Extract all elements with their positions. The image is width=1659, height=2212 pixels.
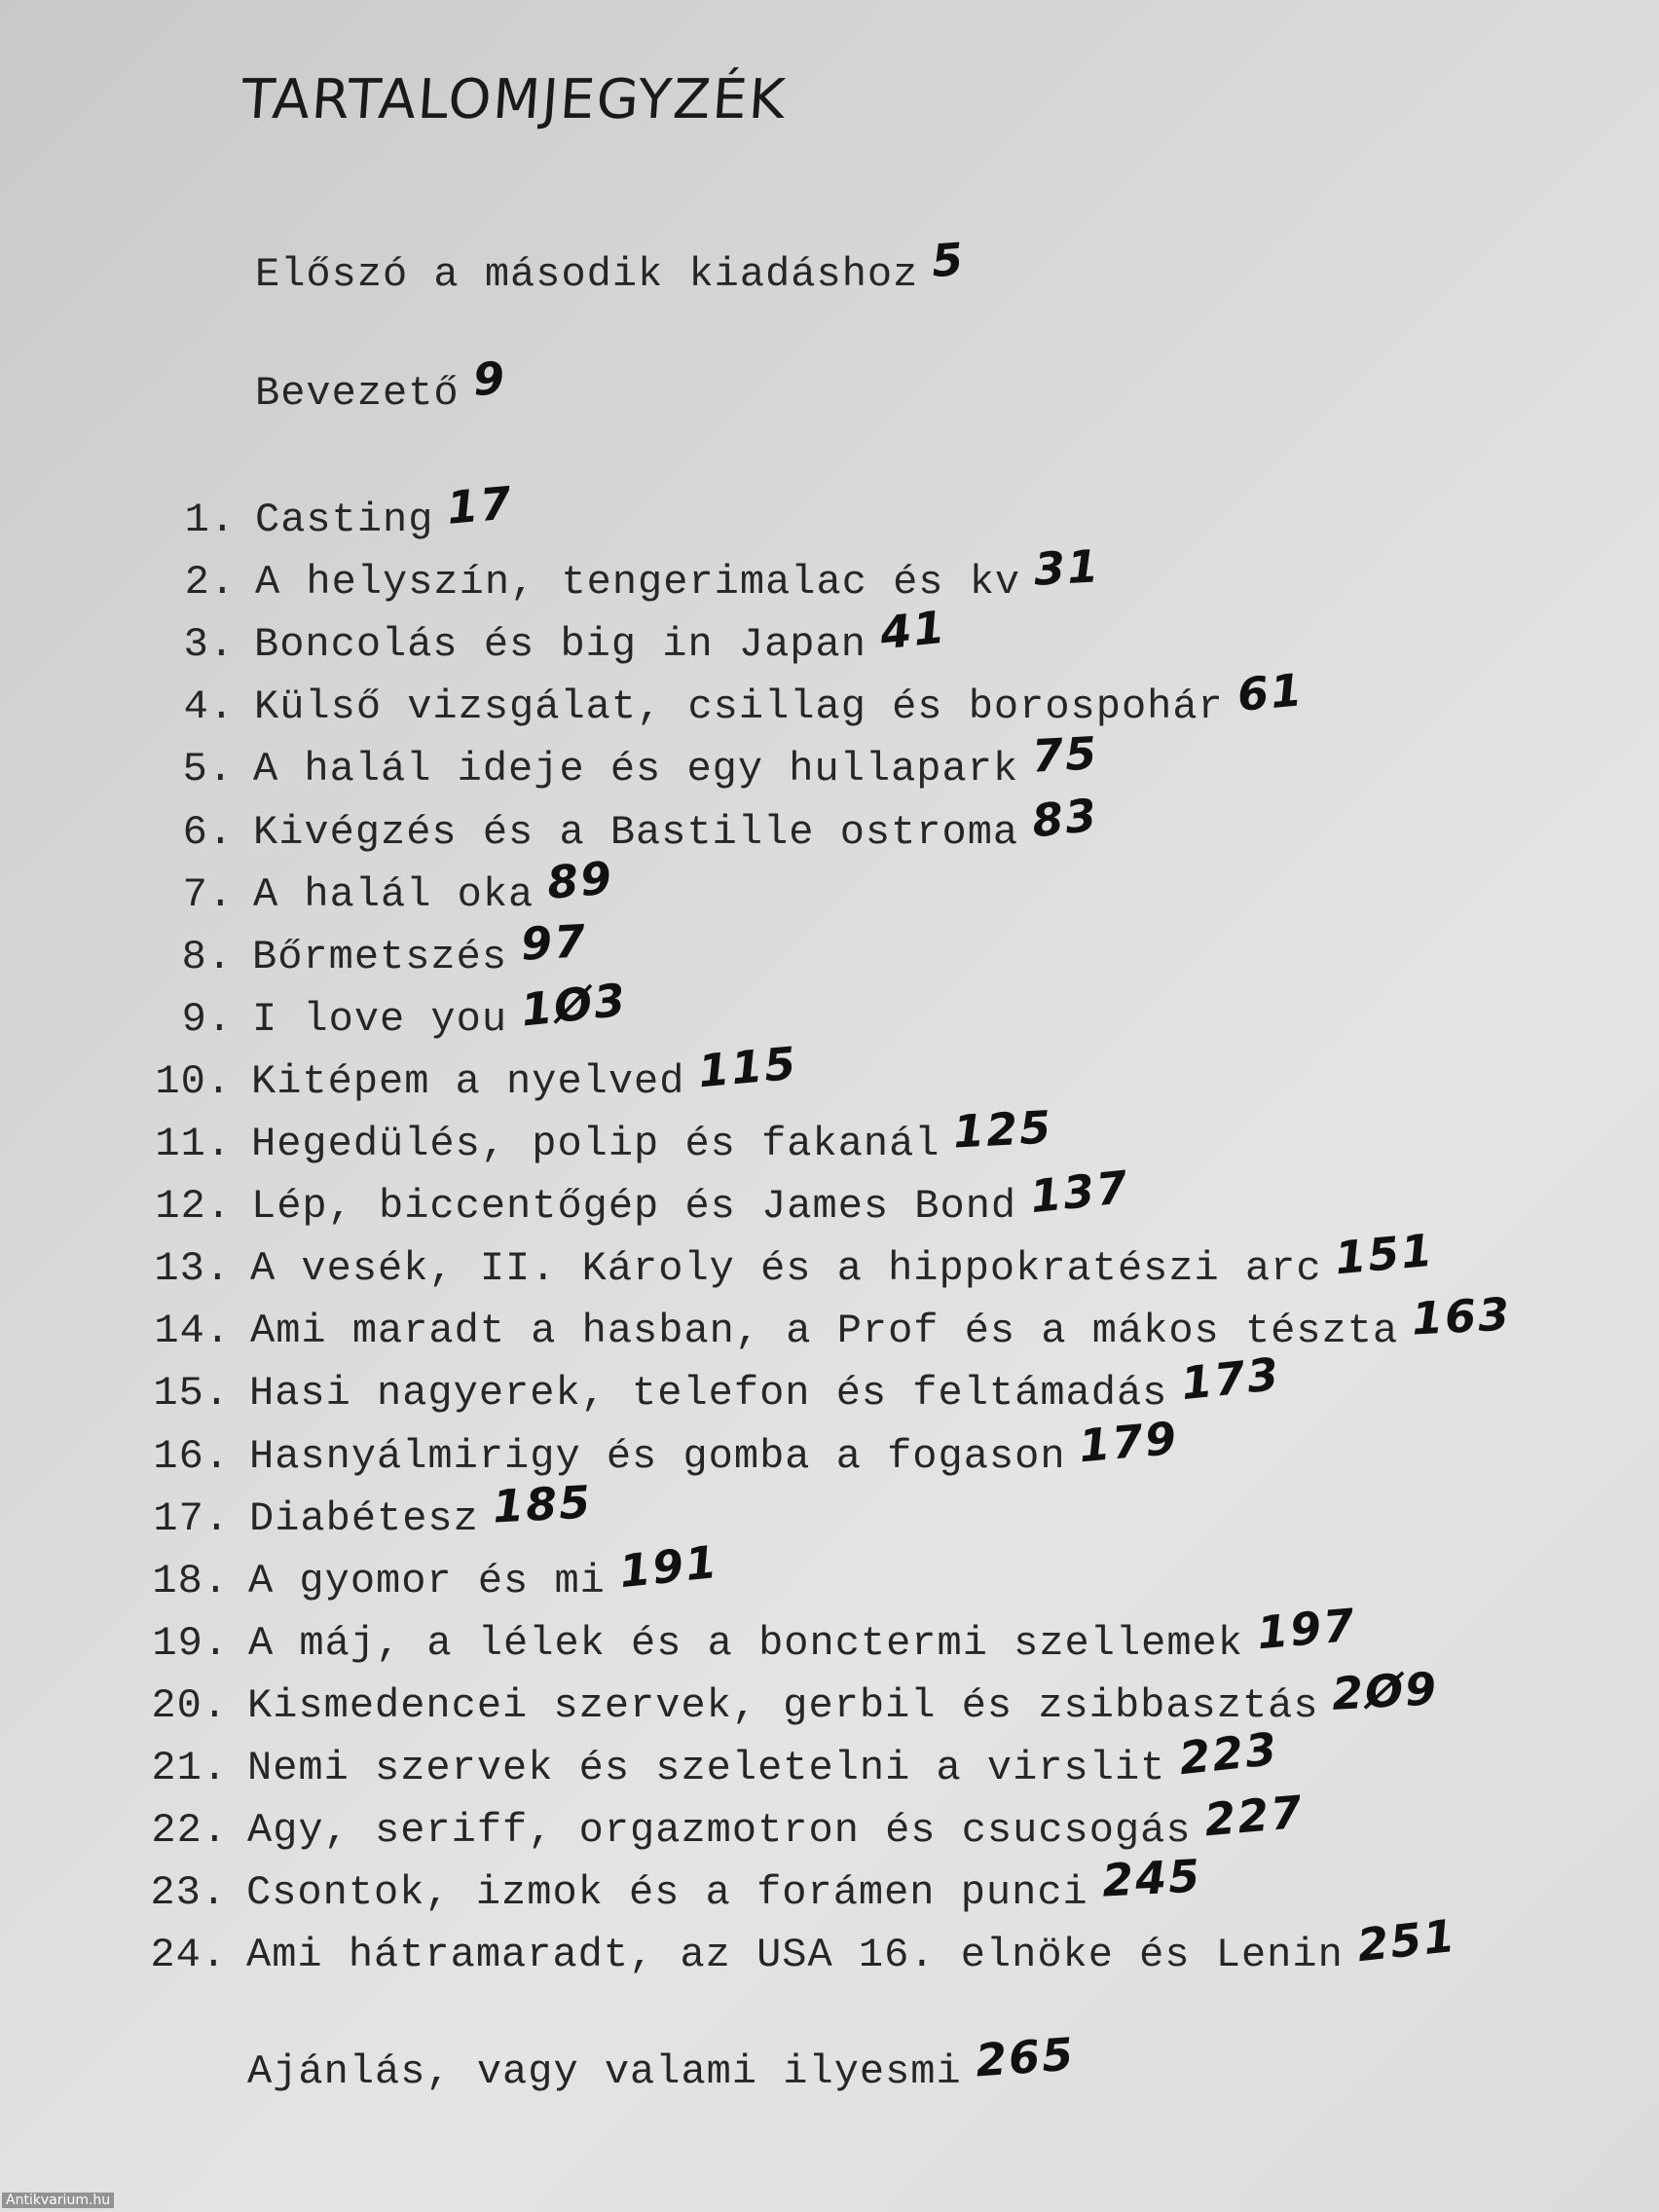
handwritten-page-number: 17 — [445, 476, 516, 535]
entry-title: Boncolás és big in Japan — [254, 621, 866, 668]
page-title: TARTALOMJEGYZÉK — [239, 68, 790, 131]
handwritten-page-number: 125 — [952, 1100, 1054, 1159]
chapter-number: 24. — [150, 1932, 227, 1978]
handwritten-page-number: 75 — [1030, 726, 1100, 783]
entry-title: Ami hátramaradt, az USA 16. elnöke és Lenin — [246, 1932, 1344, 1978]
handwritten-page-number: 245 — [1100, 1849, 1202, 1907]
entry-title: Hasi nagyerek, telefon és feltámadás — [249, 1370, 1168, 1417]
entry-title: Ajánlás, vagy valami ilyesmi — [247, 2048, 962, 2095]
entry-title: Ami maradt a hasban, a Prof és a mákos tészta — [250, 1308, 1399, 1354]
chapter-number: 20. — [151, 1682, 228, 1729]
entry-title: Casting — [255, 497, 434, 543]
chapter-number: 2. — [184, 559, 236, 606]
entry-title: Diabétesz — [249, 1495, 479, 1542]
chapter-number: 7. — [182, 871, 234, 918]
chapter-number: 14. — [154, 1308, 231, 1354]
handwritten-page-number: 151 — [1333, 1223, 1437, 1285]
chapter-number: 21. — [151, 1745, 228, 1791]
handwritten-page-number: 163 — [1410, 1287, 1513, 1346]
chapter-number: 6. — [182, 809, 234, 856]
entry-title: A helyszín, tengerimalac és kv — [255, 559, 1021, 606]
entry-title: Agy, seriff, orgazmotron és csucsogás — [247, 1807, 1192, 1854]
handwritten-page-number: 227 — [1202, 1785, 1307, 1847]
chapter-number: 11. — [155, 1121, 232, 1167]
entry-title: Hegedülés, polip és fakanál — [251, 1121, 940, 1167]
entry-title: A vesék, II. Károly és a hippokratészi arc — [250, 1245, 1322, 1292]
entry-title: Bevezető — [255, 370, 460, 417]
entry-title: Hasnyálmirigy és gomba a fogason — [249, 1433, 1066, 1480]
chapter-number: 3. — [183, 621, 235, 668]
entry-title: Előszó a második kiadáshoz — [255, 251, 919, 298]
handwritten-page-number: 5 — [930, 232, 968, 288]
entry-title: Bőrmetszés — [252, 934, 508, 980]
chapter-number: 15. — [153, 1370, 230, 1417]
entry-title: A máj, a lélek és a bonctermi szellemek — [248, 1620, 1243, 1667]
chapter-number: 18. — [152, 1558, 229, 1604]
entry-title: Kismedencei szervek, gerbil és zsibbasztás — [247, 1682, 1319, 1729]
entry-title: Csontok, izmok és a forámen punci — [246, 1869, 1088, 1916]
handwritten-page-number: 185 — [491, 1475, 594, 1533]
handwritten-page-number: 173 — [1178, 1346, 1283, 1411]
handwritten-page-number: 89 — [544, 851, 616, 909]
handwritten-page-number: 137 — [1027, 1160, 1132, 1224]
entry-title: A gyomor és mi — [248, 1558, 606, 1604]
handwritten-page-number: 179 — [1077, 1411, 1181, 1473]
entry-title: I love you — [252, 996, 508, 1043]
chapter-number: 9. — [181, 996, 233, 1043]
chapter-number: 1. — [184, 497, 236, 543]
handwritten-page-number: 9 — [471, 351, 507, 406]
chapter-number: 8. — [181, 934, 233, 980]
chapter-number: 17. — [153, 1495, 230, 1542]
entry-title: Kitépem a nyelved — [251, 1058, 685, 1105]
handwritten-page-number: 61 — [1235, 663, 1306, 721]
entry-title: Lép, biccentőgép és James Bond — [251, 1183, 1017, 1230]
chapter-number: 10. — [155, 1058, 232, 1105]
handwritten-page-number: 191 — [616, 1534, 721, 1599]
handwritten-page-number: 115 — [696, 1036, 800, 1098]
handwritten-page-number: 31 — [1032, 539, 1102, 596]
chapter-number: 13. — [154, 1245, 231, 1292]
chapter-number: 12. — [155, 1183, 232, 1230]
handwritten-page-number: 83 — [1029, 788, 1101, 848]
entry-title: Külső vizsgálat, csillag és borospohár — [254, 683, 1224, 730]
entry-title: Nemi szervek és szeletelni a virslit — [247, 1745, 1166, 1791]
entry-title: Kivégzés és a Bastille ostroma — [253, 809, 1019, 856]
chapter-number: 19. — [152, 1620, 229, 1667]
handwritten-page-number: 197 — [1254, 1598, 1358, 1660]
handwritten-page-number: 265 — [973, 2027, 1077, 2087]
handwritten-page-number: 2Ø9 — [1331, 1662, 1440, 1720]
handwritten-page-number: 1Ø3 — [518, 973, 630, 1037]
handwritten-page-number: 97 — [519, 914, 589, 971]
chapter-number: 16. — [153, 1433, 230, 1480]
entry-title: A halál ideje és egy hullapark — [253, 746, 1019, 793]
chapter-number: 4. — [183, 683, 235, 730]
handwritten-page-number: 41 — [877, 600, 949, 660]
entry-title: A halál oka — [253, 871, 535, 918]
chapter-number: 5. — [182, 746, 234, 793]
chapter-number: 23. — [150, 1869, 227, 1916]
handwritten-page-number: 251 — [1354, 1908, 1459, 1972]
chapter-number: 22. — [151, 1807, 228, 1854]
handwritten-page-number: 223 — [1176, 1721, 1281, 1786]
watermark-credit: Antikvarium.hu — [2, 2193, 114, 2208]
